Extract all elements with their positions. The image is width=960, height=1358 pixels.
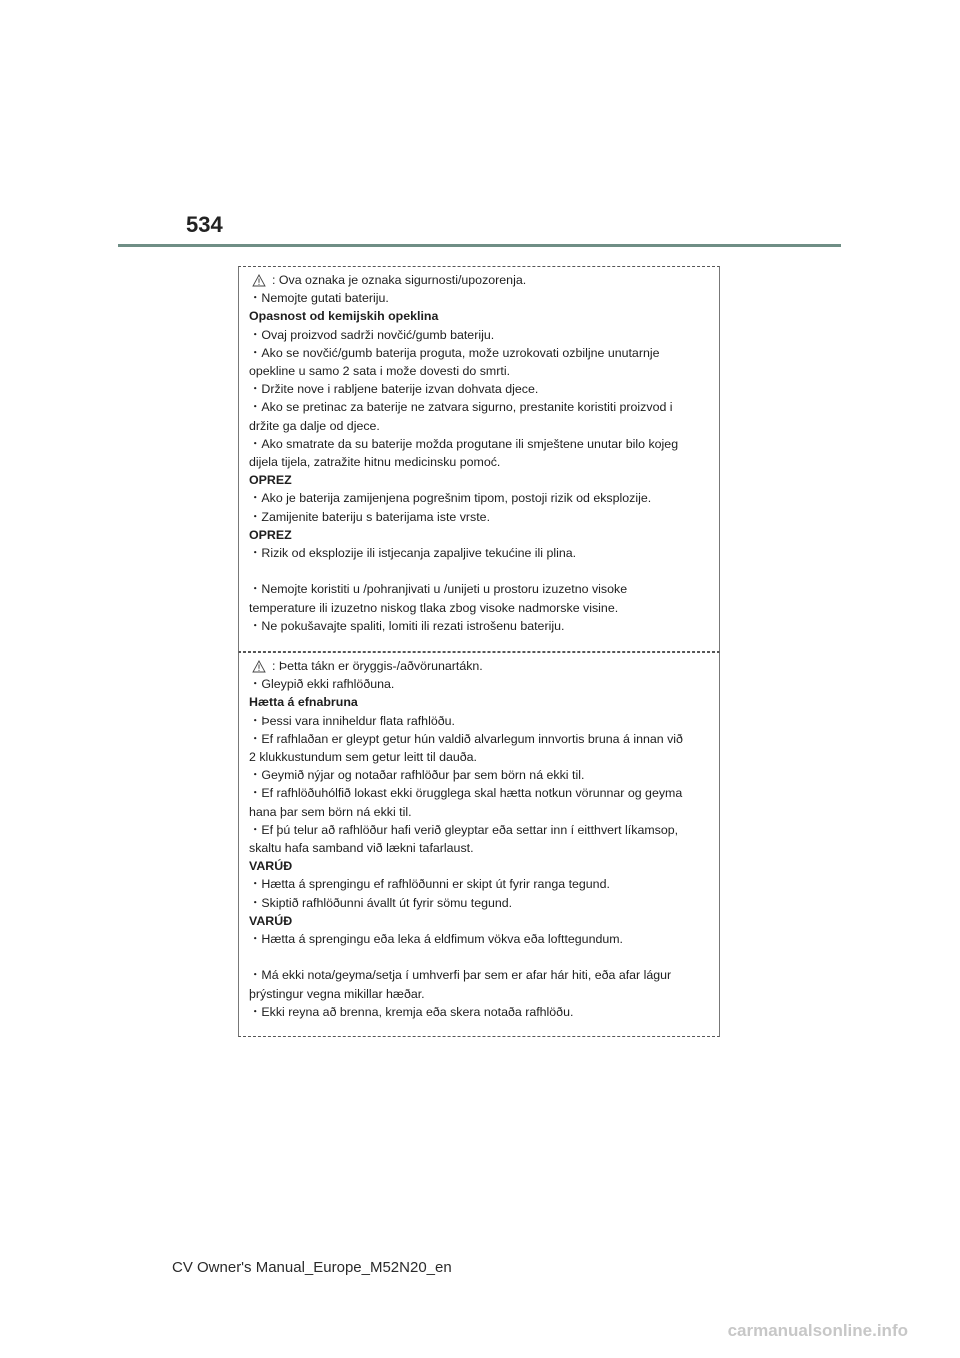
text-line: ・Ako smatrate da su baterije možda progutane ili smještene unutar bilo kojeg <box>249 436 679 451</box>
warning-box-content <box>249 657 713 1021</box>
text-line: ・Má ekki nota/geyma/setja í umhverfi þar sem er afar hár hiti, eða afar lágur <box>249 968 672 983</box>
text-line: opekline u samo 2 sata i može dovesti do smrti. <box>249 364 511 379</box>
warning-lines <box>249 675 713 1021</box>
text-line: ・Ovaj proizvod sadrži novčić/gumb bateriju. <box>249 327 495 342</box>
text-line: ・Ako je baterija zamijenjena pogrešnim tipom, postoji rizik od eksplozije. <box>249 491 652 506</box>
warning-box-content <box>249 271 713 635</box>
text-line: ・Þessi vara inniheldur flata rafhlöðu. <box>249 713 455 728</box>
text-line: hana þar sem börn ná ekki til. <box>249 804 412 819</box>
warning-header-text: : Ova oznaka je oznaka sigurnosti/upozorenja. <box>272 273 527 287</box>
text-line: ・Zamijenite bateriju s baterijama iste vrste. <box>249 509 491 524</box>
text-line: ・Geymið nýjar og notaðar rafhlöður þar sem börn ná ekki til. <box>249 768 585 783</box>
text-line: temperature ili izuzetno niskog tlaka zbog visoke nadmorske visine. <box>249 600 619 615</box>
header-rule <box>118 244 841 247</box>
warning-header <box>249 657 713 675</box>
text-line: skaltu hafa samband við lækni tafarlaust. <box>249 841 474 856</box>
text-line: ・Gleypið ekki rafhlöðuna. <box>249 677 395 692</box>
text-line: ・Ako se novčić/gumb baterija proguta, može uzrokovati ozbiljne unutarnje <box>249 345 660 360</box>
text-line: ・Hætta á sprengingu eða leka á eldfimum vökva eða lofttegundum. <box>249 932 624 947</box>
text-line: držite ga dalje od djece. <box>249 418 380 433</box>
text-line: ・Nemojte gutati bateriju. <box>249 291 389 306</box>
text-line: ・Ne pokušavajte spaliti, lomiti ili rezati istrošenu bateriju. <box>249 618 565 633</box>
text-line: ・Rizik od eksplozije ili istjecanja zapaljive tekućine ili plina. <box>249 546 577 561</box>
section-heading: VARÚÐ <box>249 913 293 928</box>
section-heading: Opasnost od kemijskih opeklina <box>249 309 439 324</box>
warning-box-croatian <box>238 266 720 652</box>
text-line: ・Ako se pretinac za baterije ne zatvara sigurno, prestanite koristiti proizvod i <box>249 400 673 415</box>
watermark: carmanualsonline.info <box>727 1321 908 1340</box>
text-line: ・Ef rafhlöðuhólfið lokast ekki örugglega skal hætta notkun vörunnar og geyma <box>249 786 683 801</box>
warning-lines <box>249 289 713 635</box>
text-line: ・Ekki reyna að brenna, kremja eða skera notaða rafhlöðu. <box>249 1004 574 1019</box>
text-line: ・Ef þú telur að rafhlöður hafi verið gleyptar eða settar inn í eitthvert líkamsop, <box>249 822 679 837</box>
text-line: þrýstingur vegna mikillar hæðar. <box>249 986 425 1001</box>
text-line: ・Nemojte koristiti u /pohranjivati u /unijeti u prostoru izuzetno visoke <box>249 582 628 597</box>
warning-triangle-icon <box>252 274 266 287</box>
text-line: ・Skiptið rafhlöðunni ávallt út fyrir sömu tegund. <box>249 895 513 910</box>
page-number: 534 <box>186 212 223 237</box>
text-line: dijela tijela, zatražite hitnu medicinsku pomoć. <box>249 455 501 470</box>
section-heading: OPREZ <box>249 473 292 488</box>
text-line: ・Držite nove i rabljene baterije izvan dohvata djece. <box>249 382 539 397</box>
text-line: ・Ef rafhlaðan er gleypt getur hún valdið alvarlegum innvortis bruna á innan við <box>249 731 683 746</box>
section-heading: Hætta á efnabruna <box>249 695 358 710</box>
blank-line <box>249 562 713 580</box>
section-heading: OPREZ <box>249 527 292 542</box>
warning-header <box>249 271 713 289</box>
blank-line <box>249 948 713 966</box>
document-footer: CV Owner's Manual_Europe_M52N20_en <box>172 1259 452 1276</box>
warning-header-text: : Þetta tákn er öryggis-/aðvörunartákn. <box>272 659 483 673</box>
warning-box-icelandic <box>238 652 720 1037</box>
text-line: 2 klukkustundum sem getur leitt til dauða. <box>249 750 477 765</box>
section-heading: VARÚÐ <box>249 859 293 874</box>
warning-triangle-icon <box>252 660 266 673</box>
text-line: ・Hætta á sprengingu ef rafhlöðunni er skipt út fyrir ranga tegund. <box>249 877 610 892</box>
